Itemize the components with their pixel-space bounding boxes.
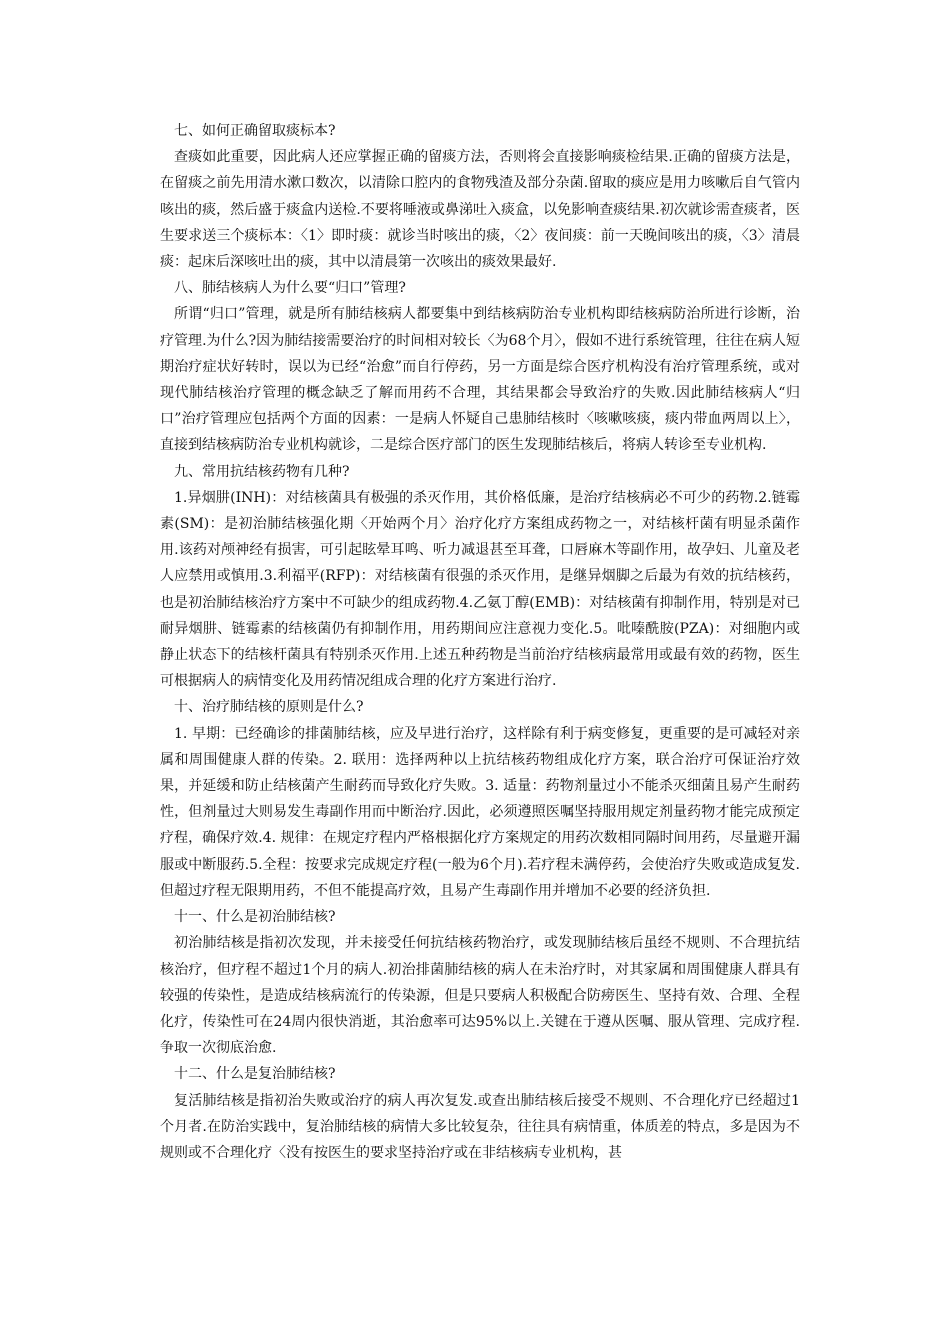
section-9-body: 1.异烟肼(INH)：对结核菌具有极强的杀灭作用，其价格低廉，是治疗结核病必不可少的药物.2.链霉素(SM)：是初治肺结核强化期〈开始两个月〉治疗化疗方案组成药物之一，对结核杆菌有明显杀菌作用.该药对颅神经有损害，可引起眩晕耳鸣、听力减退甚至耳聋，口唇麻木等副作用，故孕妇、儿童及老人应禁用或慎用.3.利福平(RFP)：对结核菌有很强的杀灭作用，是继异烟脚之后最为有效的抗结核药，也是初治肺结核治疗方案中不可缺少的组成药物.4.乙氨丁醇(EMB)：对结核菌有抑制作用，特别是对已耐异烟肼、链霉素的结核菌仍有抑制作用，用药期间应注意视力变化.5。吡嗪酰胺(PZA)：对细胞内或静止状态下的结核杆菌具有特别杀灭作用.上述五种药物是当前治疗结核病最常用或最有效的药物，医生可根据病人的病情变化及用药情况组成合理的化疗方案进行治疗. <box>160 489 800 690</box>
section-9-heading: 九、常用抗结核药物有几种? <box>174 463 350 480</box>
section-10-heading: 十、治疗肺结核的原则是什么? <box>174 699 364 716</box>
section-11-heading: 十一、什么是初治肺结核? <box>174 909 336 926</box>
section-7-heading: 七、如何正确留取痰标本? <box>174 123 336 139</box>
section-12-heading: 十二、什么是复治肺结核? <box>174 1066 336 1083</box>
section-7-body: 查痰如此重要，因此病人还应掌握正确的留痰方法，否则将会直接影响痰检结果.正确的留痰方法是，在留痰之前先用清水漱口数次，以清除口腔内的食物残渣及部分杂菌.留取的痰应是用力咳嗽后自气管内咳出的痰，然后盛于痰盒内送检.不要将唾液或鼻涕吐入痰盒，以免影响查痰结果.初次就诊需查痰者，医生要求送三个痰标本：〈1〉即时痰：就诊当时咳出的痰，〈2〉夜间痰：前一天晚间咳出的痰，〈3〉清晨痰：起床后深咳吐出的痰，其中以清晨第一次咳出的痰效果最好. <box>160 149 800 271</box>
section-8-heading: 八、肺结核病人为什么要“归口”管理? <box>174 280 406 297</box>
section-11-body: 初治肺结核是指初次发现，并未接受任何抗结核药物治疗，或发现肺结核后虽经不规则、不合理抗结核治疗，但疗程不超过1个月的病人.初治排菌肺结核的病人在未治疗时，对其家属和周围健康人群具有较强的传染性，是造成结核病流行的传染源，但是只要病人积极配合防痨医生、坚持有效、合理、全程化疗，传染性可在24周内很快消逝，其治愈率可达95%以上.关键在于遵从医嘱、服从管理、完成疗程.争取一次彻底治愈. <box>160 935 800 1057</box>
document-page <box>160 118 800 1166</box>
section-8-body: 所谓“归口”管理，就是所有肺结核病人都要集中到结核病防治专业机构即结核病防治所进行诊断，治疗管理.为什么?因为肺结接需要治疗的时间相对较长〈为68个月〉，假如不进行系统管理，往往在病人短期治疗症状好转时，误以为已经“治愈”而自行停药，另一方面是综合医疗机构没有治疗管理系统，或对现代肺结核治疗管理的概念缺乏了解而用药不合理，其结果都会导致治疗的失败.因此肺结核病人“归口”治疗管理应包括两个方面的因素：一是病人怀疑自己患肺结核时〈咳嗽咳痰，痰内带血两周以上〉，直接到结核病防治专业机构就诊，二是综合医疗部门的医生发现肺结核后，将病人转诊至专业机构. <box>160 306 800 454</box>
section-12-body: 复活肺结核是指初治失败或治疗的病人再次复发.或查出肺结核后接受不规则、不合理化疗已经超过1个月者.在防治实践中，复治肺结核的病情大多比较复杂，往往具有病情重，体质差的特点，多是因为不规则或不合理化疗〈没有按医生的要求坚持治疗或在非结核病专业机构，甚 <box>160 1092 800 1161</box>
section-10-body: 1. 早期：已经确诊的排菌肺结核，应及早进行治疗，这样除有利于病变修复，更重要的是可减轻对亲属和周围健康人群的传染。2. 联用：选择两种以上抗结核药物组成化疗方案，联合治疗可保证治疗效果，并延缓和防止结核菌产生耐药而导致化疗失败。3. 适量：药物剂量过小不能杀灭细菌且易产生耐药性，但剂量过大则易发生毒副作用而中断治疗.因此，必须遵照医嘱坚持服用规定剂量药物才能完成预定疗程，确保疗效.4. 规律：在规定疗程内严格根据化疗方案规定的用药次数相同隔时间用药，尽量避开漏服或中断服药.5.全程：按要求完成规定疗程(一般为6个月).若疗程未满停药，会使治疗失败或造成复发.但超过疗程无限期用药，不但不能提高疗效，且易产生毒副作用并增加不必要的经济负担. <box>160 725 800 899</box>
